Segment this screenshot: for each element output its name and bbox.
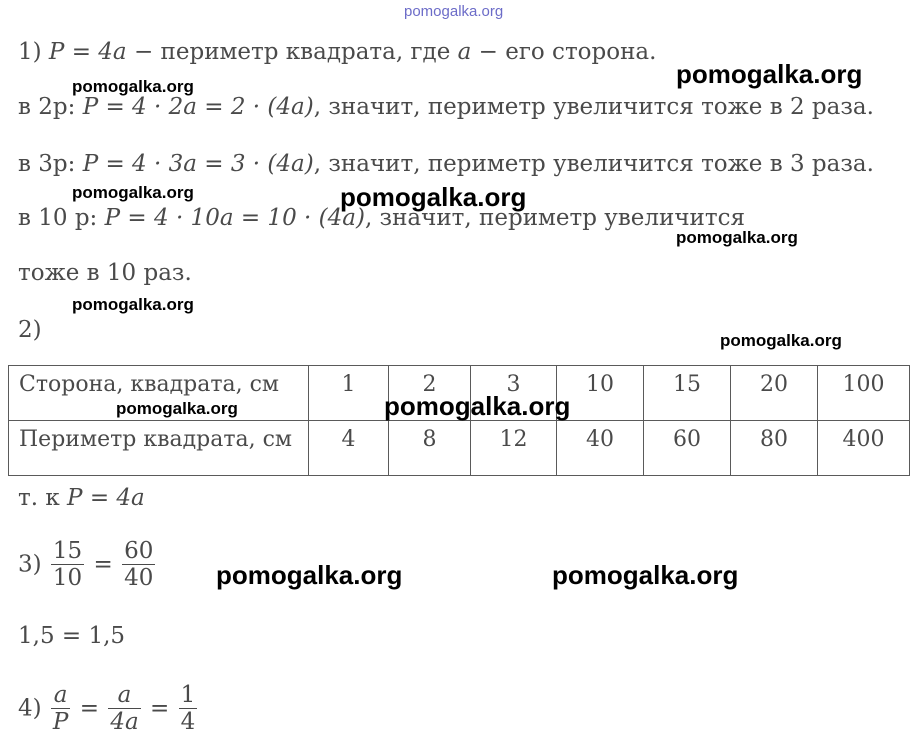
formula-perimeter: P = 4a — [48, 39, 127, 65]
table-cell: 10 — [557, 366, 644, 421]
watermark: pomogalka.org — [676, 59, 863, 89]
numerator: 15 — [52, 538, 83, 564]
table-cell: 20 — [731, 366, 818, 421]
table-cell: 2 — [389, 366, 471, 421]
part1-line2 — [18, 93, 874, 121]
equals-sign: = — [142, 695, 177, 722]
table-cell: 12 — [471, 421, 557, 476]
fraction-a-4a — [108, 682, 140, 735]
part3-result: 1,5 = 1,5 — [18, 623, 126, 649]
denominator: P — [52, 709, 69, 735]
part3-line — [18, 538, 157, 591]
fraction-1-4 — [179, 682, 198, 735]
note-formula: P = 4a — [67, 485, 145, 511]
part1-line1-text: − периметр квадрата, где — [126, 39, 458, 65]
watermark: pomogalka.org — [676, 228, 798, 247]
watermark: pomogalka.org — [216, 560, 403, 590]
watermark: pomogalka.org — [720, 331, 842, 350]
table-cell: 8 — [389, 421, 471, 476]
part2-note — [18, 484, 145, 512]
denominator: 4a — [110, 709, 139, 735]
line2-text: , значит, периметр увеличится тоже в 2 раза. — [313, 94, 874, 120]
table-cell: 80 — [731, 421, 818, 476]
fraction-a-p — [51, 682, 70, 735]
table-header-perimeter: Периметр квадрата, см — [9, 421, 309, 476]
part1-line1 — [18, 38, 656, 66]
denominator: 4 — [180, 709, 196, 735]
fraction-15-10 — [51, 538, 84, 591]
numerator: a — [53, 682, 68, 708]
line3-formula: P = 4 · 3a = 3 · (4a) — [82, 151, 314, 177]
numerator: 1 — [180, 682, 196, 708]
numerator: a — [117, 682, 132, 708]
fraction-60-40 — [122, 538, 155, 591]
table-cell: 400 — [818, 421, 910, 476]
line2-prefix: в 2р: — [18, 94, 83, 120]
line2-formula: P = 4 · 2a = 2 · (4a) — [82, 94, 314, 120]
watermark: pomogalka.org — [72, 183, 194, 202]
watermark: pomogalka.org — [72, 295, 194, 314]
denominator: 40 — [124, 565, 154, 591]
table-cell: 4 — [309, 421, 389, 476]
equals-sign: = — [72, 695, 107, 722]
part4-label: 4) — [18, 695, 49, 722]
watermark: pomogalka.org — [116, 399, 238, 418]
table-cell: 3 — [471, 366, 557, 421]
line4-text: , значит, периметр увеличится — [364, 205, 745, 231]
numerator: 60 — [124, 538, 154, 564]
note-prefix: т. к — [18, 485, 68, 511]
part1-line1-tail: − его сторона. — [471, 39, 657, 65]
watermark-top: pomogalka.org — [404, 3, 504, 20]
part3-label: 3) — [18, 551, 49, 578]
table-cell: 100 — [818, 366, 910, 421]
part1-line3 — [18, 150, 874, 178]
denominator: 10 — [52, 565, 83, 591]
line4-formula: P = 4 · 10a = 10 · (4a) — [104, 205, 365, 231]
watermark: pomogalka.org — [340, 182, 527, 212]
table-header-side: Сторона, квадрата, см — [9, 366, 309, 421]
part4-line — [18, 682, 199, 735]
table-row-perimeter — [9, 421, 910, 476]
equals-sign: = — [86, 551, 121, 578]
line4-prefix: в 10 р: — [18, 205, 105, 231]
watermark: pomogalka.org — [72, 77, 194, 96]
line3-text: , значит, периметр увеличится тоже в 3 раза. — [313, 151, 874, 177]
variable-a: a — [457, 39, 472, 65]
table-cell: 60 — [644, 421, 731, 476]
line3-prefix: в 3р: — [18, 151, 83, 177]
watermark: pomogalka.org — [552, 560, 739, 590]
part1-number: 1) — [18, 39, 49, 65]
part1-line5: тоже в 10 раз. — [18, 260, 192, 286]
table-cell: 1 — [309, 366, 389, 421]
watermark: pomogalka.org — [384, 391, 571, 421]
part2-label: 2) — [18, 317, 42, 343]
table-cell: 40 — [557, 421, 644, 476]
table-cell: 15 — [644, 366, 731, 421]
